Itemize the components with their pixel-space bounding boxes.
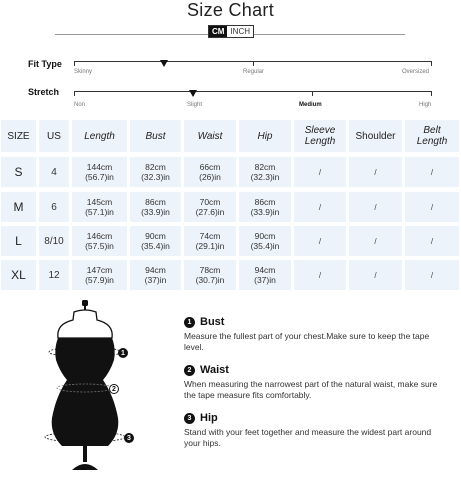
stretch-marker [189,90,197,97]
stretch-option-non: Non [74,102,86,108]
stretch-option-high: High [419,102,432,108]
header-sleeve-length: Sleeve Length [294,120,346,152]
cell-length: 144cm (56.7)in [72,157,127,187]
mannequin-shoulders [58,310,112,338]
mannequin-pole [83,446,87,462]
cell-shoulder: / [349,157,402,187]
header-bust: Bust [130,120,181,152]
fit-type-tick [431,61,432,66]
cell-waist: 66cm (26)in [184,157,236,187]
stretch-tick [312,91,313,96]
fit-type-tick [74,61,75,66]
fit-option-regular: Regular [243,69,265,75]
stretch-label: Stretch [28,87,60,97]
cell-waist: 70cm (27.6)in [184,192,236,222]
bust-number-icon: 1 [184,317,195,328]
header-waist: Waist [184,120,236,152]
cell-sleeve-length: / [294,260,346,290]
cell-shoulder: / [349,226,402,256]
hip-callout-3: 3 [124,433,134,443]
fit-type-marker [160,60,168,67]
cell-sleeve-length: / [294,192,346,222]
cell-waist: 74cm (29.1)in [184,226,236,256]
cell-us: 6 [39,192,69,222]
guide-bust-title [184,316,224,328]
fit-type-tick [253,61,254,66]
guide-hip-heading: Hip [200,412,218,424]
cell-size: M [1,192,36,222]
cell-length: 145cm (57.1)in [72,192,127,222]
cell-shoulder: / [349,192,402,222]
cell-hip: 82cm (32.3)in [239,157,291,187]
cell-us: 4 [39,157,69,187]
cell-hip: 86cm (33.9)in [239,192,291,222]
waist-number-icon: 2 [184,365,195,376]
guide-waist-heading: Waist [200,364,229,376]
header-size: SIZE [1,120,36,152]
page-title: Size Chart [186,0,275,20]
guide-hip-text: Stand with your feet together and measure the widest part around your hips. [184,427,432,448]
waist-callout-2: 2 [109,384,119,394]
cell-belt-length: / [405,192,459,222]
cell-bust: 86cm (33.9)in [130,192,181,222]
cell-belt-length: / [405,157,459,187]
header-length: Length [72,120,127,152]
cell-belt-length: / [405,260,459,290]
fit-option-skinny: Skinny [74,69,93,75]
stretch-tick [431,91,432,96]
cell-shoulder: / [349,260,402,290]
header-us: US [39,120,69,152]
hip-number-icon: 3 [184,413,195,424]
cell-sleeve-length: / [294,157,346,187]
mannequin-neck-post [84,305,86,310]
bust-callout-1: 1 [118,348,128,358]
guide-bust-text: Measure the fullest part of your chest.Make sure to keep the tape level. [184,331,430,352]
cell-bust: 90cm (35.4)in [130,226,181,256]
cell-bust: 82cm (32.3)in [130,157,181,187]
guide-hip-title [184,412,218,424]
fit-option-oversized: Oversized [402,69,430,75]
unit-cm-option[interactable]: CM [209,26,227,37]
cell-us: 12 [39,260,69,290]
stretch-option-slight: Slight [187,102,203,108]
stretch-tick [74,91,75,96]
mannequin-base [72,464,98,470]
cell-hip: 90cm (35.4)in [239,226,291,256]
cell-us: 8/10 [39,226,69,256]
cell-size: S [1,157,36,187]
cell-length: 147cm (57.9)in [72,260,127,290]
header-hip: Hip [239,120,291,152]
cell-waist: 78cm (30.7)in [184,260,236,290]
header-belt-length: Belt Length [405,120,459,152]
stretch-scale [74,91,432,92]
dress-form-illustration [34,300,144,472]
stretch-option-medium: Medium [299,102,322,108]
cell-belt-length: / [405,226,459,256]
cell-length: 146cm (57.5)in [72,226,127,256]
guide-waist-text: When measuring the narrowest part of the natural waist, make sure the tape measure fits comfortably. [184,379,438,400]
unit-toggle[interactable] [208,25,254,38]
header-shoulder: Shoulder [349,120,402,152]
cell-sleeve-length: / [294,226,346,256]
cell-size: L [1,226,36,256]
cell-hip: 94cm (37)in [239,260,291,290]
guide-waist-title [184,364,229,376]
fit-type-label: Fit Type [28,59,62,69]
cell-bust: 94cm (37)in [130,260,181,290]
unit-inch-option[interactable]: INCH [227,26,253,37]
guide-bust-heading: Bust [200,316,225,328]
cell-size: XL [1,260,36,290]
